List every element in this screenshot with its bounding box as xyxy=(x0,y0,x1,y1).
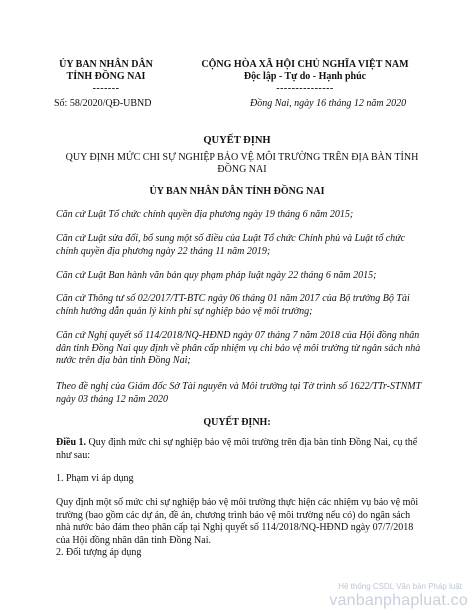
document-number: Số: 58/2020/QĐ-UBND xyxy=(54,98,152,109)
legal-basis-1: Căn cứ Luật Tổ chức chính quyền địa phương ngày 19 tháng 6 năm 2015; xyxy=(56,209,354,220)
scope-heading: 1. Phạm vi áp dụng xyxy=(56,473,134,484)
place-and-date: Đồng Nai, ngày 16 tháng 12 năm 2020 xyxy=(250,98,407,109)
agency-line-1: ỦY BAN NHÂN DÂN xyxy=(59,59,153,70)
legal-basis-2: Căn cứ Luật sửa đổi, bổ sung một số điều của Luật Tổ chức Chính phủ và Luật tổ chức chính quyền địa phương ngày 22 tháng 11 năm 2019; xyxy=(56,233,406,257)
watermark-caption: Hệ thống CSDL Văn bản Pháp luật xyxy=(338,582,462,591)
agency-divider: ------- xyxy=(92,83,120,94)
national-motto: Độc lập - Tự do - Hạnh phúc xyxy=(243,71,367,82)
legal-basis-6: Theo đề nghị của Giám đốc Sở Tài nguyên và Môi trường tại Tờ trình số 1622/TTr-STNMT ngày 03 tháng 12 năm 2020 xyxy=(56,381,421,405)
legal-basis-3: Căn cứ Luật Ban hành văn bản quy phạm pháp luật ngày 22 tháng 6 năm 2015; xyxy=(56,270,377,281)
national-motto-header xyxy=(190,59,420,95)
country-name: CỘNG HÒA XÃ HỘI CHỦ NGHĨA VIỆT NAM xyxy=(201,59,409,70)
document-title: QUYẾT ĐỊNH xyxy=(203,135,271,146)
motto-divider: --------------- xyxy=(276,83,334,94)
subjects-heading: 2. Đối tượng áp dụng xyxy=(56,547,142,558)
decision-heading: QUYẾT ĐỊNH: xyxy=(203,417,271,428)
legal-basis-5: Căn cứ Nghị quyết số 114/2018/NQ-HĐND ngày 07 tháng 7 năm 2018 của Hội đồng nhân dân tỉnh Đồng Nai quy định về phân cấp nhiệm vụ chi bảo vệ môi trường từ ngân sách nhà nước trên địa bàn tỉnh Đồng Nai; xyxy=(56,330,421,366)
article-1-text: Quy định mức chi sự nghiệp bảo vệ môi trường trên địa bàn tỉnh Đồng Nai, cụ thể như sau: xyxy=(56,437,418,461)
watermark-site: vanbanphapluat.co xyxy=(329,592,468,609)
article-1-label: Điều 1. xyxy=(56,437,86,448)
document-subtitle: QUY ĐỊNH MỨC CHI SỰ NGHIỆP BẢO VỆ MÔI TRƯỜNG TRÊN ĐỊA BÀN TỈNH ĐỒNG NAI xyxy=(65,152,419,175)
issuing-agency-header xyxy=(48,59,164,95)
issuing-authority: ỦY BAN NHÂN DÂN TỈNH ĐỒNG NAI xyxy=(149,186,325,197)
legal-basis-4: Căn cứ Thông tư số 02/2017/TT-BTC ngày 06 tháng 01 năm 2017 của Bộ trưởng Bộ Tài chính hướng dẫn quản lý kinh phí sự nghiệp bảo vệ môi trường; xyxy=(56,293,410,317)
agency-line-2: TỈNH ĐỒNG NAI xyxy=(66,71,146,82)
article-1 xyxy=(56,437,422,462)
scope-text: Quy định một số mức chi sự nghiệp bảo vệ môi trường thực hiện các nhiệm vụ bảo vệ môi trường (bao gồm các dự án, đề án, chương trình bảo vệ môi trường nếu có) do ngân sách nhà nước bảo đảm theo phân cấp tại Nghị quyết số 114/2018/NQ-HĐND ngày 07/7/2018 của Hội đồng nhân dân tỉnh Đồng Nai. xyxy=(56,497,419,546)
